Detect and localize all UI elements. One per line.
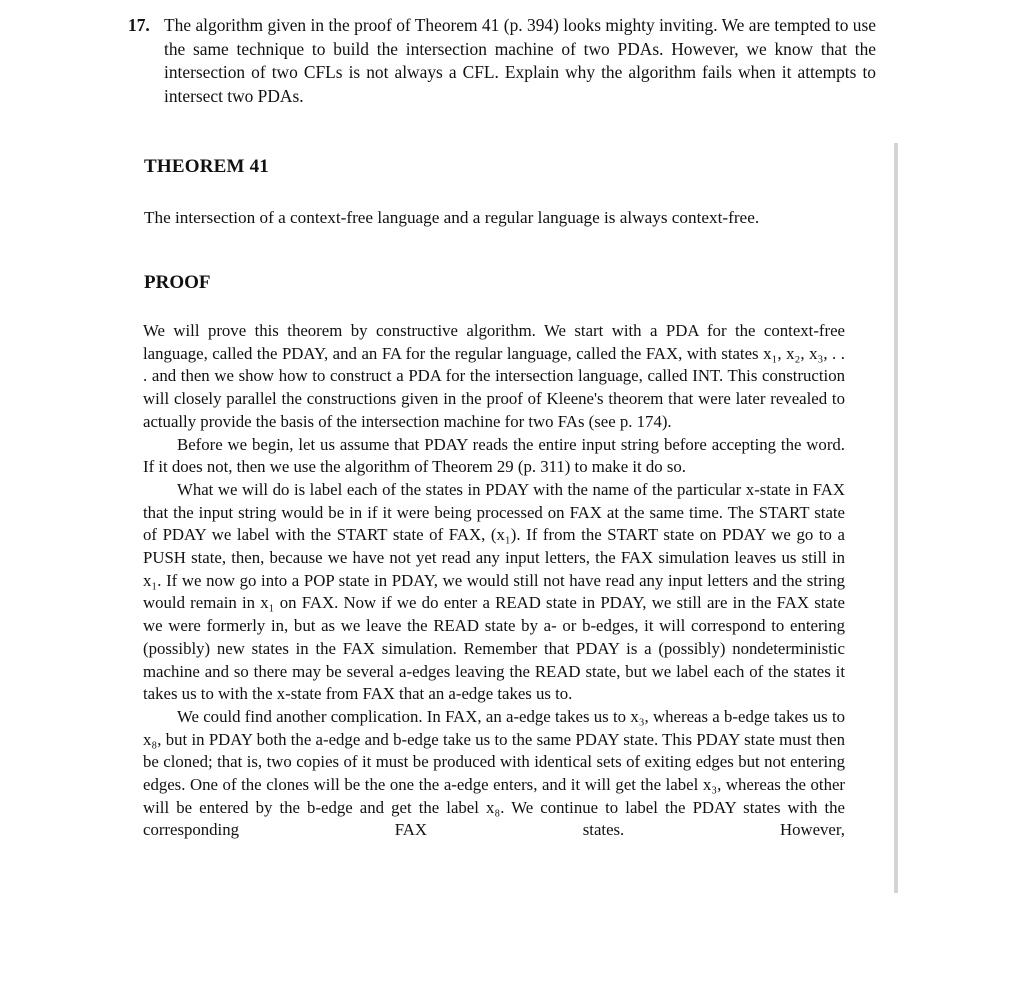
margin-rule: [894, 143, 898, 893]
exercise-text: The algorithm given in the proof of Theorem 41 (p. 394) looks mighty inviting. We are tempted to use the same technique to build the intersection machine of two PDAs. However, we know that the intersection of two CFLs is not always a CFL. Explain why the algorithm fails when it attempts to intersect two PDAs.: [164, 15, 876, 106]
proof-paragraph-4: We could find another complication. In FAX, an a-edge takes us to x₃, whereas a b-edge takes us to x₈, but in PDAY both the a-edge and b-edge take us to the same PDAY state. This PDAY state must then be cloned; that is, two copies of it must be produced with identical sets of exiting edges but not entering edges. One of the clones will be the one the a-edge enters, and it will get the label x₃, whereas the other will be entered by the b-edge and get the label x₈. We continue to label the PDAY states with the corresponding FAX states. However,: [143, 706, 845, 840]
proof-body: [143, 320, 845, 842]
proof-heading: PROOF: [144, 272, 211, 293]
proof-paragraph-1: We will prove this theorem by constructive algorithm. We start with a PDA for the context-free language, called the PDAY, and an FA for the regular language, called the FAX, with states x₁, x₂, x₃, . . . and then we show how to construct a PDA for the intersection language, called INT. This construction will closely parallel the constructions given in the proof of Kleene's theorem that were later revealed to actually provide the basis of the intersection machine for two FAs (see p. 174).: [143, 321, 845, 431]
theorem-heading: THEOREM 41: [144, 156, 269, 177]
proof-paragraph-3: What we will do is label each of the states in PDAY with the name of the particular x-state in FAX that the input string would be in if it were being processed on FAX at the same time. The START state of PDAY we label with the START state of FAX, (x₁). If from the START state on PDAY we go to a PUSH state, then, because we have not yet read any input letters, the FAX simulation leaves us still in x₁. If we now go into a POP state in PDAY, we would still not have read any input letters and the string would remain in x₁ on FAX. Now if we do enter a READ state in PDAY, we still are in the FAX state we were formerly in, but as we leave the READ state by a- or b-edges, it will correspond to entering (possibly) new states in the FAX simulation. Remember that PDAY is a (possibly) nondeterministic machine and so there may be several a-edges leaving the READ state, but we label each of the states it takes us to with the x-state from FAX that an a-edge takes us to.: [143, 479, 845, 704]
exercise-number: 17.: [128, 15, 150, 35]
theorem-statement: The intersection of a context-free language and a regular language is always context-free.: [144, 208, 760, 227]
exercise-17: [128, 14, 876, 108]
proof-paragraph-2: Before we begin, let us assume that PDAY reads the entire input string before accepting the word. If it does not, then we use the algorithm of Theorem 29 (p. 311) to make it do so.: [143, 434, 845, 477]
